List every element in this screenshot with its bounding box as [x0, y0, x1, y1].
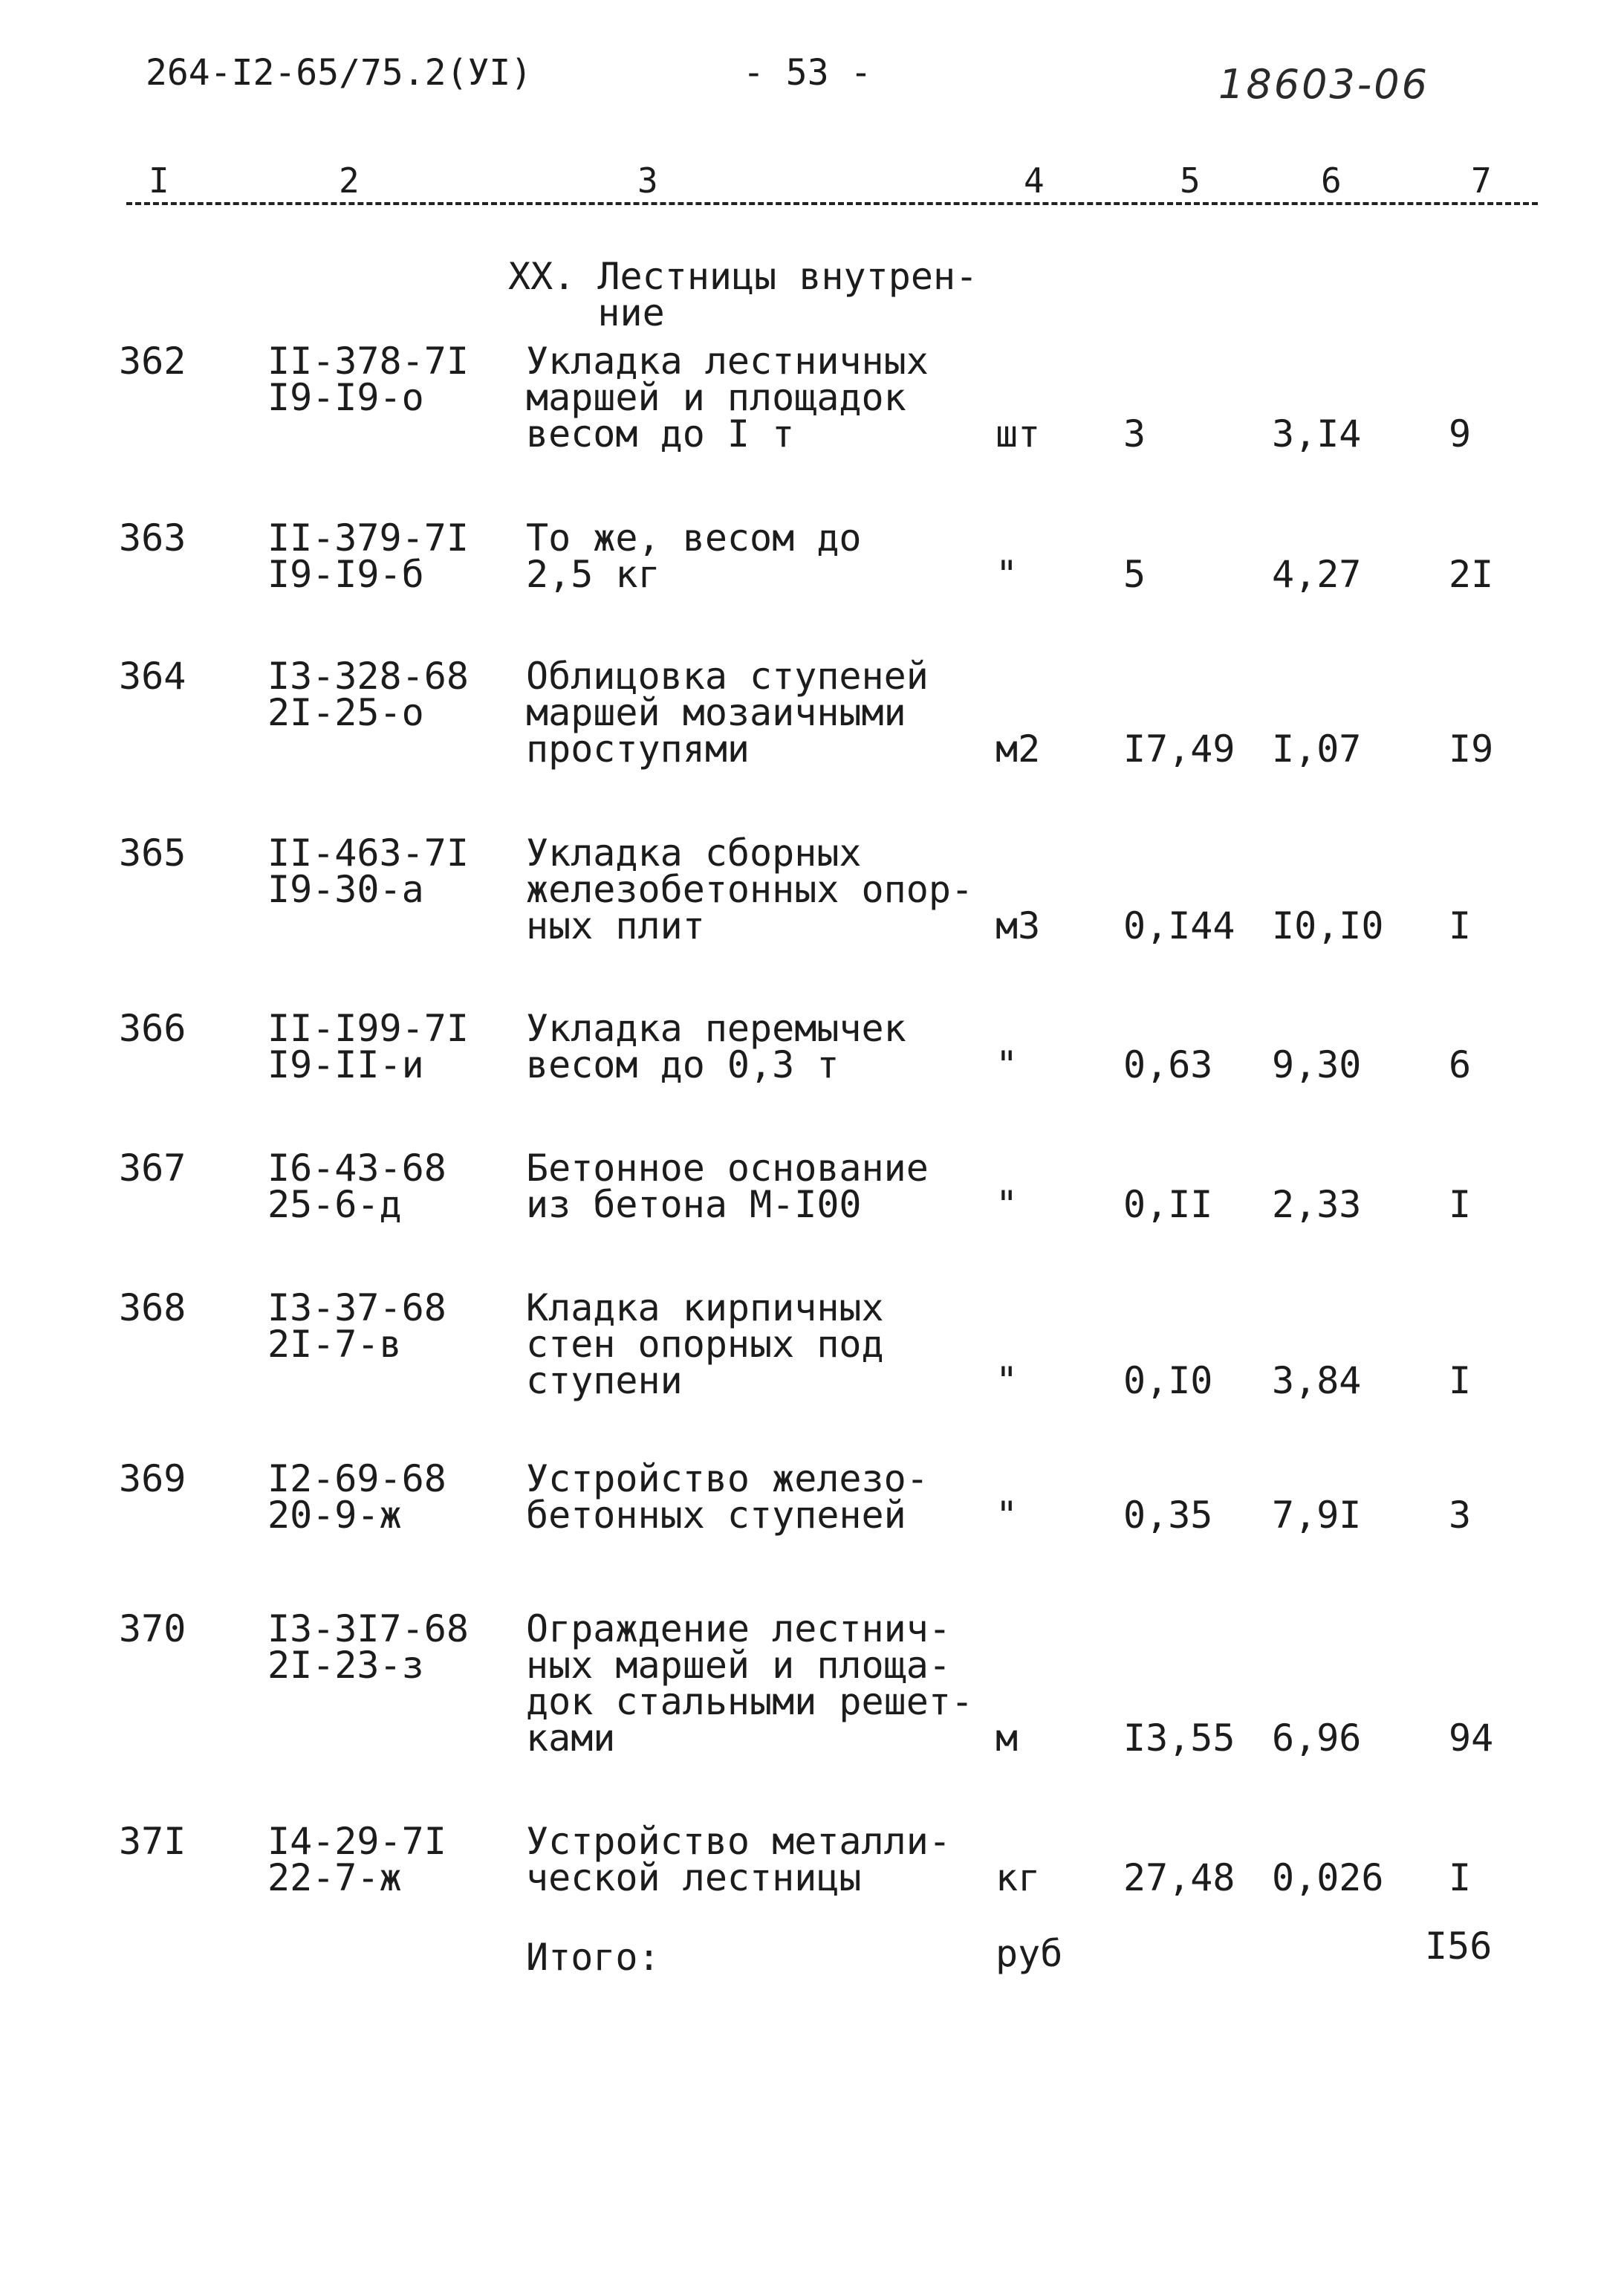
row-description: Ограждение лестнич- ных маршей и площа- док стальными решет- ками: [526, 1607, 974, 1760]
row-total: 94: [1449, 1717, 1494, 1760]
row-number: 362: [119, 340, 186, 383]
row-total: 2I: [1449, 553, 1494, 596]
row-total: I: [1449, 904, 1472, 947]
row-code: I3-328-68 2I-25-о: [267, 655, 469, 734]
row-code: I6-43-68 25-6-д: [267, 1147, 446, 1226]
row-code: II-378-7I I9-I9-о: [267, 340, 469, 419]
row-quantity: 0,35: [1123, 1494, 1213, 1537]
row-unit: м2: [995, 727, 1041, 771]
row-description: То же, весом до 2,5 кг: [526, 516, 862, 596]
row-description: Кладка кирпичных стен опорных под ступени: [526, 1286, 884, 1402]
row-code: I2-69-68 20-9-ж: [267, 1457, 446, 1537]
row-code: I4-29-7I 22-7-ж: [267, 1820, 446, 1899]
row-description: Укладка перемычек весом до 0,3 т: [526, 1007, 906, 1086]
column-number-5: 5: [1180, 161, 1201, 201]
row-unit-price: 2,33: [1272, 1183, 1362, 1226]
row-unit: ": [995, 1043, 1019, 1086]
row-number: 369: [119, 1457, 186, 1500]
row-unit-price: 6,96: [1272, 1717, 1362, 1760]
header-dashed-rule: [126, 202, 1538, 205]
handwritten-document-number: 18603-06: [1218, 61, 1429, 108]
row-total: I: [1449, 1183, 1472, 1226]
row-quantity: 0,I0: [1123, 1359, 1213, 1402]
row-code: II-463-7I I9-30-а: [267, 832, 469, 911]
row-unit-price: 7,9I: [1272, 1494, 1362, 1537]
row-description: Укладка сборных железобетонных опор- ных плит: [526, 832, 974, 947]
document-code: 264-I2-65/75.2(УI): [146, 52, 533, 94]
row-total: 6: [1449, 1043, 1472, 1086]
row-number: 363: [119, 516, 186, 560]
column-number-3: 3: [637, 161, 658, 201]
row-code: II-379-7I I9-I9-б: [267, 516, 469, 596]
row-quantity: I7,49: [1123, 727, 1235, 771]
row-description: Бетонное основание из бетона М-I00: [526, 1147, 929, 1226]
row-code: II-I99-7I I9-II-и: [267, 1007, 469, 1086]
row-code: I3-3I7-68 2I-23-з: [267, 1607, 469, 1687]
row-number: 367: [119, 1147, 186, 1190]
row-total: I: [1449, 1856, 1472, 1899]
row-total: I9: [1449, 727, 1494, 771]
column-number-4: 4: [1024, 161, 1045, 201]
column-number-6: 6: [1321, 161, 1342, 201]
row-total: I: [1449, 1359, 1472, 1402]
row-description: Укладка лестничных маршей и площадок весом до I т: [526, 340, 929, 456]
total-sum: I56: [1425, 1925, 1493, 1968]
row-code: I3-37-68 2I-7-в: [267, 1286, 446, 1366]
row-unit-price: 3,84: [1272, 1359, 1362, 1402]
row-number: 365: [119, 832, 186, 875]
row-number: 366: [119, 1007, 186, 1050]
total-unit: руб: [995, 1932, 1063, 1975]
column-number-7: 7: [1471, 161, 1492, 201]
row-unit-price: 9,30: [1272, 1043, 1362, 1086]
row-description: Устройство железо- бетонных ступеней: [526, 1457, 929, 1537]
row-total: 3: [1449, 1494, 1472, 1537]
row-unit-price: 4,27: [1272, 553, 1362, 596]
row-unit: ": [995, 1183, 1019, 1226]
page-number: - 53 -: [743, 52, 872, 94]
row-quantity: 0,II: [1123, 1183, 1213, 1226]
row-quantity: I3,55: [1123, 1717, 1235, 1760]
row-number: 370: [119, 1607, 186, 1650]
section-title: XX. Лестницы внутрен- ние: [508, 255, 978, 334]
row-number: 368: [119, 1286, 186, 1329]
row-unit-price: I0,I0: [1272, 904, 1384, 947]
row-quantity: 5: [1123, 553, 1146, 596]
row-unit: шт: [995, 412, 1041, 456]
row-unit-price: 0,026: [1272, 1856, 1384, 1899]
row-quantity: 27,48: [1123, 1856, 1235, 1899]
column-number-2: 2: [339, 161, 360, 201]
row-quantity: 0,63: [1123, 1043, 1213, 1086]
row-number: 37I: [119, 1820, 186, 1863]
row-description: Устройство металли- ческой лестницы: [526, 1820, 951, 1899]
row-unit-price: 3,I4: [1272, 412, 1362, 456]
row-number: 364: [119, 655, 186, 698]
total-label: Итого:: [526, 1936, 660, 1979]
row-quantity: 0,I44: [1123, 904, 1235, 947]
row-unit: ": [995, 1359, 1019, 1402]
row-unit-price: I,07: [1272, 727, 1362, 771]
row-unit: ": [995, 1494, 1019, 1537]
row-description: Облицовка ступеней маршей мозаичными проступями: [526, 655, 929, 771]
row-unit: ": [995, 553, 1019, 596]
row-unit: кг: [995, 1856, 1041, 1899]
row-quantity: 3: [1123, 412, 1146, 456]
column-number-1: I: [149, 161, 169, 201]
row-unit: м3: [995, 904, 1041, 947]
row-total: 9: [1449, 412, 1472, 456]
row-unit: м: [995, 1717, 1019, 1760]
